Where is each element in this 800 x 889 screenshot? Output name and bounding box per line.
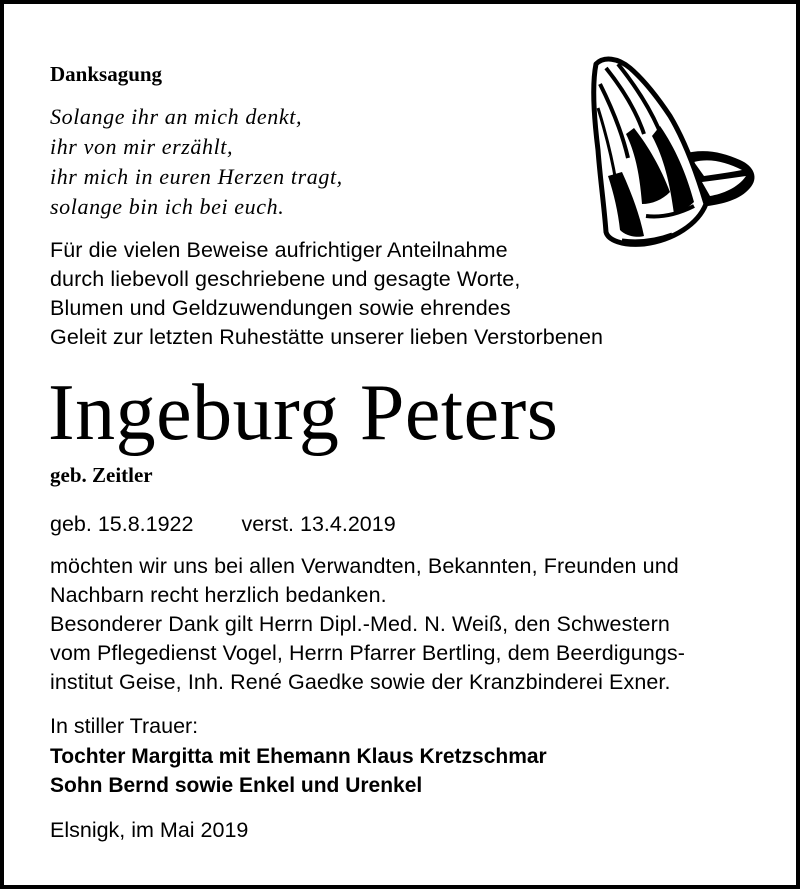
maiden-name: geb. Zeitler	[50, 463, 153, 487]
poem-line: Solange ihr an mich denkt,	[50, 104, 303, 129]
intro-line: Geleit zur letzten Ruhestätte unserer lieben Verstorbenen	[50, 325, 604, 349]
intro-line: durch liebevoll geschriebene und gesagte Worte,	[50, 267, 521, 291]
praying-hands-icon	[582, 54, 760, 250]
family-line: Tochter Margitta mit Ehemann Klaus Kretzschmar	[50, 745, 547, 768]
thanks-line: institut Geise, Inh. René Gaedke sowie der Kranzbinderei Exner.	[50, 670, 671, 694]
thanks-line: vom Pflegedienst Vogel, Herrn Pfarrer Bertling, dem Beerdigungs-	[50, 641, 685, 665]
life-dates	[50, 510, 396, 539]
deceased-name: Ingeburg Peters	[48, 369, 559, 457]
thanks-line: Nachbarn recht herzlich bedanken.	[50, 583, 387, 607]
notice-heading: Danksagung	[50, 62, 163, 86]
thanks-paragraph	[50, 552, 685, 697]
mourning-intro: In stiller Trauer:	[50, 714, 199, 738]
poem-line: ihr von mir erzählt,	[50, 134, 234, 159]
poem	[50, 102, 343, 222]
place-date: Elsnigk, im Mai 2019	[50, 818, 249, 842]
thanks-line: Besonderer Dank gilt Herrn Dipl.-Med. N. Weiß, den Schwestern	[50, 612, 670, 636]
thanks-line: möchten wir uns bei allen Verwandten, Bekannten, Freunden und	[50, 554, 679, 578]
family-line: Sohn Bernd sowie Enkel und Urenkel	[50, 774, 423, 797]
birth-date: geb. 15.8.1922	[50, 512, 194, 536]
poem-line: ihr mich in euren Herzen tragt,	[50, 164, 343, 189]
intro-line: Blumen und Geldzuwendungen sowie ehrendes	[50, 296, 511, 320]
poem-line: solange bin ich bei euch.	[50, 194, 285, 219]
intro-line: Für die vielen Beweise aufrichtiger Anteilnahme	[50, 238, 508, 262]
family-signature	[50, 742, 547, 800]
death-date: verst. 13.4.2019	[241, 512, 396, 536]
intro-paragraph	[50, 236, 603, 352]
